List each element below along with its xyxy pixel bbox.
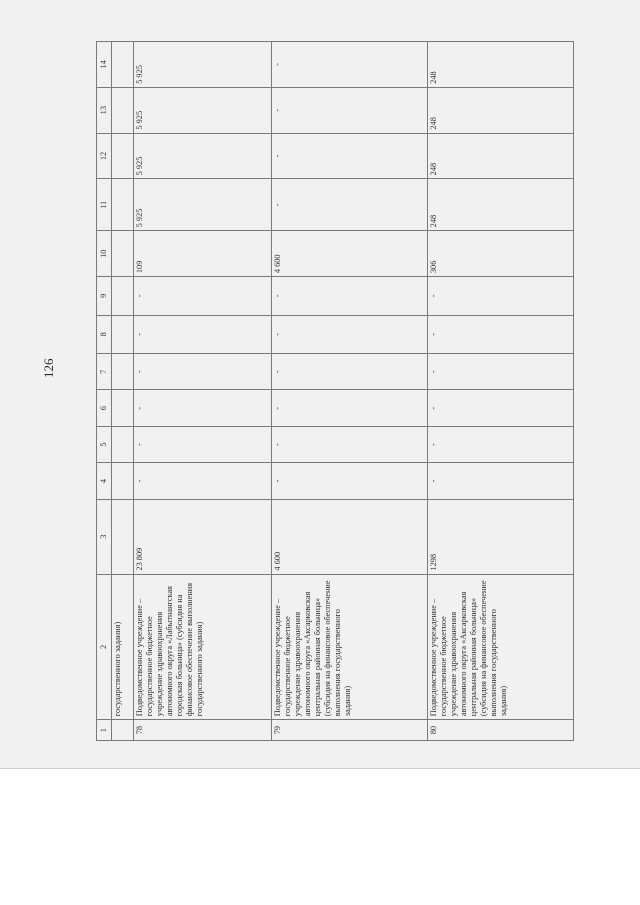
cell-col9: -	[272, 277, 428, 315]
cell-col11: 5 925	[134, 179, 272, 231]
cell-col10: 306	[428, 231, 574, 277]
cell-col4: -	[272, 463, 428, 499]
header-cell: 5	[97, 426, 112, 462]
header-cell: 4	[97, 463, 112, 499]
cell-col12: 5 925	[134, 133, 272, 179]
cell-col10: 4 600	[272, 231, 428, 277]
institution-name: Подведомственное учреждение – государственное бюджетное учреждение здравоохранения автономного округа «Аксарковская центральная районная больница» (субсидия на финансовое обеспечение выполнения государственного задания)	[272, 574, 428, 720]
cell-col10: 109	[134, 231, 272, 277]
header-cell: 8	[97, 315, 112, 353]
column-number-row	[97, 42, 112, 741]
continuation-row	[112, 42, 134, 741]
cell-col13: 248	[428, 87, 574, 133]
header-cell: 13	[97, 87, 112, 133]
header-cell: 9	[97, 277, 112, 315]
row-number: 79	[272, 720, 428, 741]
cell-col11: 248	[428, 179, 574, 231]
cell-col8: -	[428, 315, 574, 353]
cell-col7: -	[428, 354, 574, 390]
cell-col5: -	[134, 426, 272, 462]
cell-col6: -	[428, 390, 574, 426]
cell-col8: -	[272, 315, 428, 353]
institution-name: Подведомственное учреждение – государственное бюджетное учреждение здравоохранения автономного округа «Аксарковская центральная районная больница» (субсидия на финансовое обеспечение выполнения государственного задания)	[428, 574, 574, 720]
cell-col7: -	[134, 354, 272, 390]
budget-table	[96, 41, 574, 741]
rotated-table-wrapper	[96, 41, 586, 741]
cell-col6: -	[134, 390, 272, 426]
table-row	[272, 42, 428, 741]
continuation-text: государственного задания)	[112, 574, 134, 720]
header-cell: 12	[97, 133, 112, 179]
cell-col3: 23 809	[134, 499, 272, 574]
header-cell: 2	[97, 574, 112, 720]
row-number: 80	[428, 720, 574, 741]
cell-col4: -	[134, 463, 272, 499]
institution-name: Подведомственное учреждение – государственное бюджетное учреждение здравоохранения автономного округа «Лабытнангская городская больница» (субсидия на финансовое обеспечение выполнения государственного задания)	[134, 574, 272, 720]
cell-col3: 1298	[428, 499, 574, 574]
cell-col7: -	[272, 354, 428, 390]
continuation-index-cell	[112, 720, 134, 741]
cell-col13: -	[272, 87, 428, 133]
cell-col14: 248	[428, 42, 574, 88]
header-cell: 7	[97, 354, 112, 390]
header-cell: 11	[97, 179, 112, 231]
cell-col5: -	[272, 426, 428, 462]
cell-col8: -	[134, 315, 272, 353]
header-cell: 6	[97, 390, 112, 426]
header-cell: 14	[97, 42, 112, 88]
cell-col6: -	[272, 390, 428, 426]
cell-col3: 4 600	[272, 499, 428, 574]
cell-col9: -	[134, 277, 272, 315]
cell-col4: -	[428, 463, 574, 499]
cell-col9: -	[428, 277, 574, 315]
cell-col12: 248	[428, 133, 574, 179]
row-number: 78	[134, 720, 272, 741]
header-cell: 1	[97, 720, 112, 741]
table-row	[428, 42, 574, 741]
cell-col5: -	[428, 426, 574, 462]
header-cell: 10	[97, 231, 112, 277]
cell-col14: 5 925	[134, 42, 272, 88]
table-row	[134, 42, 272, 741]
cell-col11: -	[272, 179, 428, 231]
header-cell: 3	[97, 499, 112, 574]
cell-col12: -	[272, 133, 428, 179]
cell-col13: 5 925	[134, 87, 272, 133]
page-number: 126	[41, 358, 56, 378]
cell-col14: -	[272, 42, 428, 88]
